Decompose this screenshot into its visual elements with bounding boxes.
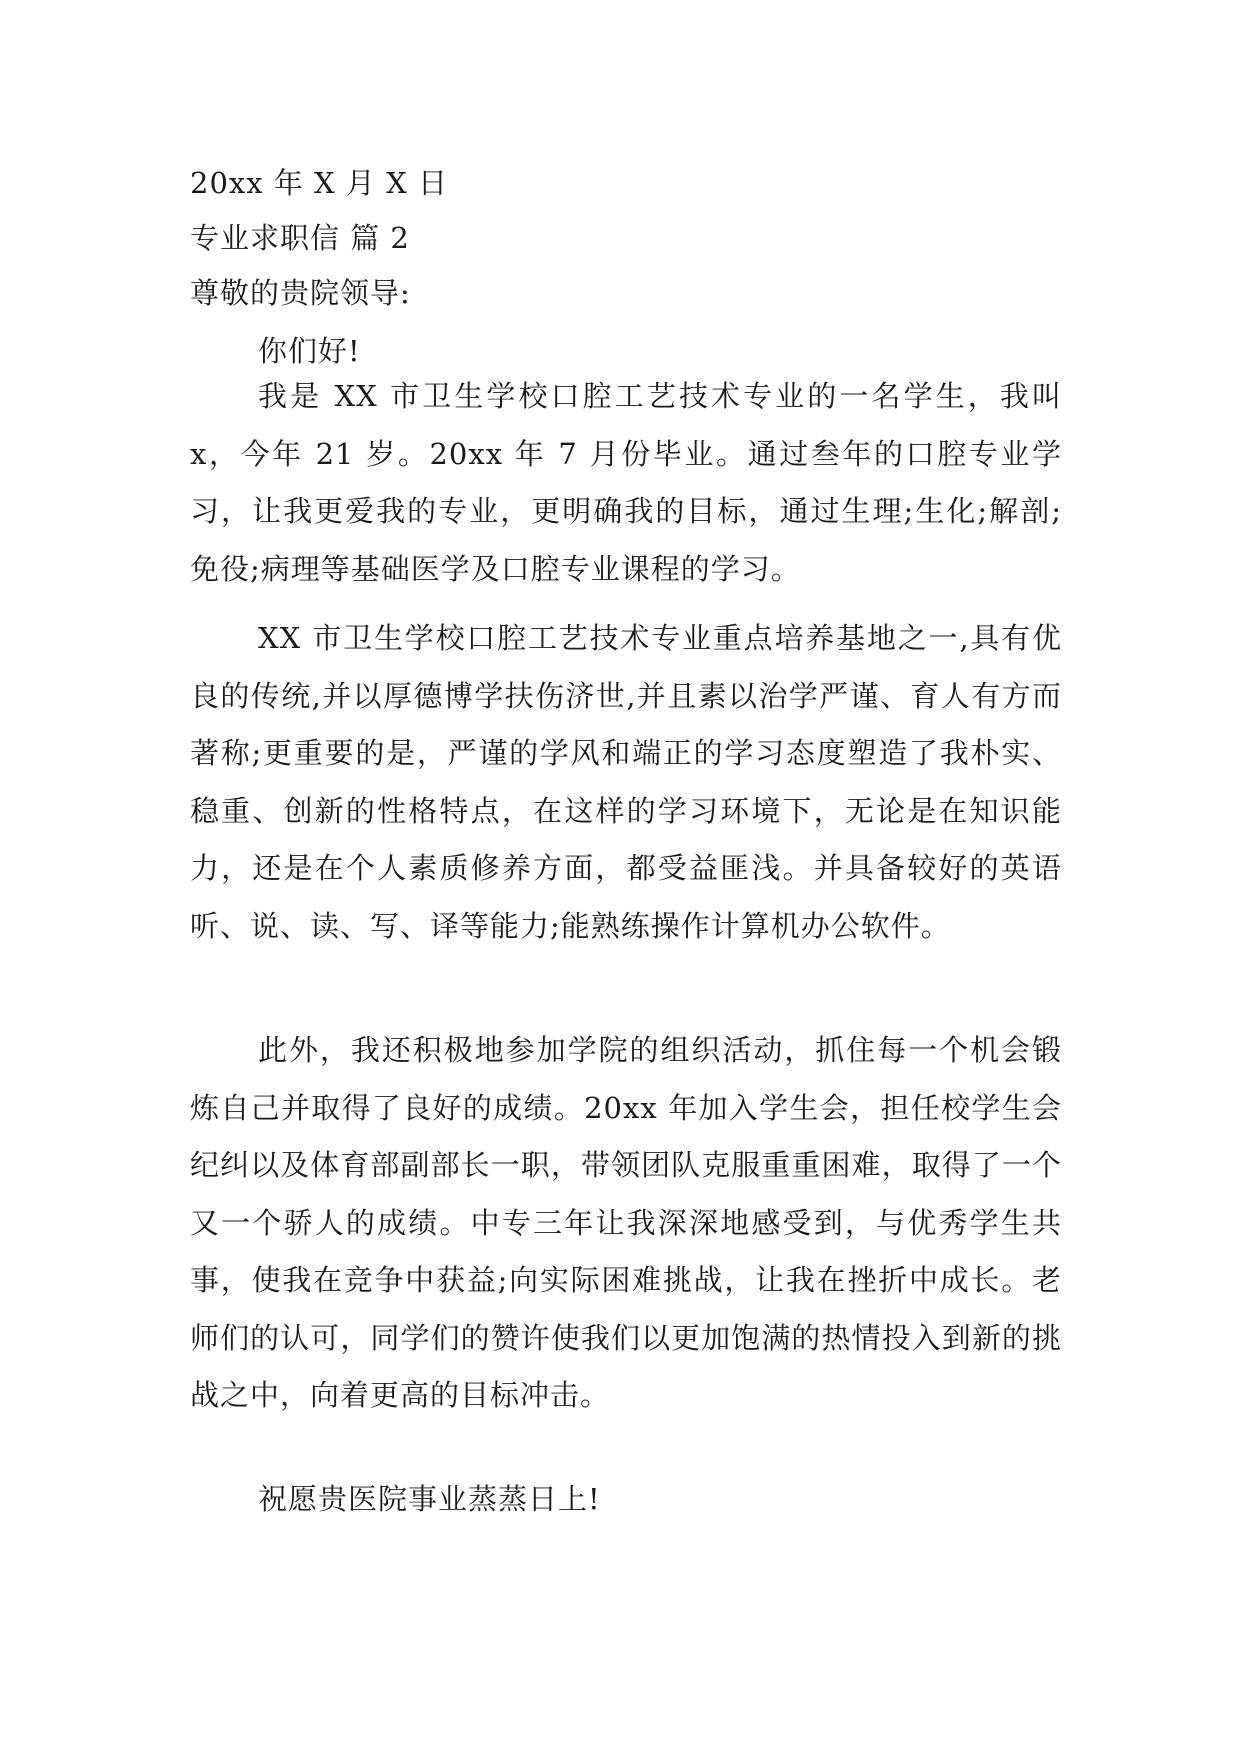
letter-closing: 祝愿贵医院事业蒸蒸日上! bbox=[258, 1482, 601, 1516]
letter-salutation: 尊敬的贵院领导: bbox=[190, 276, 411, 310]
letter-date: 20xx 年 X 月 X 日 bbox=[190, 166, 448, 200]
body-paragraph-1: 我是 XX 市卫生学校口腔工艺技术专业的一名学生，我叫 x，今年 21 岁。20xx 年 7 月份毕业。通过叁年的口腔专业学习，让我更爱我的专业，更明确我的目标，通过生理;生化;解剖;免役;病理等基础医学及口腔专业课程的学习。 bbox=[190, 379, 1062, 586]
letter-title: 专业求职信 篇 2 bbox=[190, 221, 410, 255]
letter-greeting: 你们好! bbox=[258, 334, 361, 368]
body-paragraph-3: 此外，我还积极地参加学院的组织活动，抓住每一个机会锻炼自己并取得了良好的成绩。20xx 年加入学生会，担任校学生会纪纠以及体育部副部长一职，带领团队克服重重困难，取得了一个又一个骄人的成绩。中专三年让我深深地感受到，与优秀学生共事，使我在竞争中获益;向实际困难挑战，让我在挫折中成长。老师们的认可，同学们的赞许使我们以更加饱满的热情投入到新的挑战之中，向着更高的目标冲击。 bbox=[190, 1033, 1062, 1412]
body-paragraph-2: XX 市卫生学校口腔工艺技术专业重点培养基地之一,具有优良的传统,并以厚德博学扶伤济世,并且素以治学严谨、育人有方而著称;更重要的是，严谨的学风和端正的学习态度塑造了我朴实、稳重、创新的性格特点，在这样的学习环境下，无论是在知识能力，还是在个人素质修养方面，都受益匪浅。并具备较好的英语听、说、读、写、译等能力;能熟练操作计算机办公软件。 bbox=[190, 621, 1062, 943]
